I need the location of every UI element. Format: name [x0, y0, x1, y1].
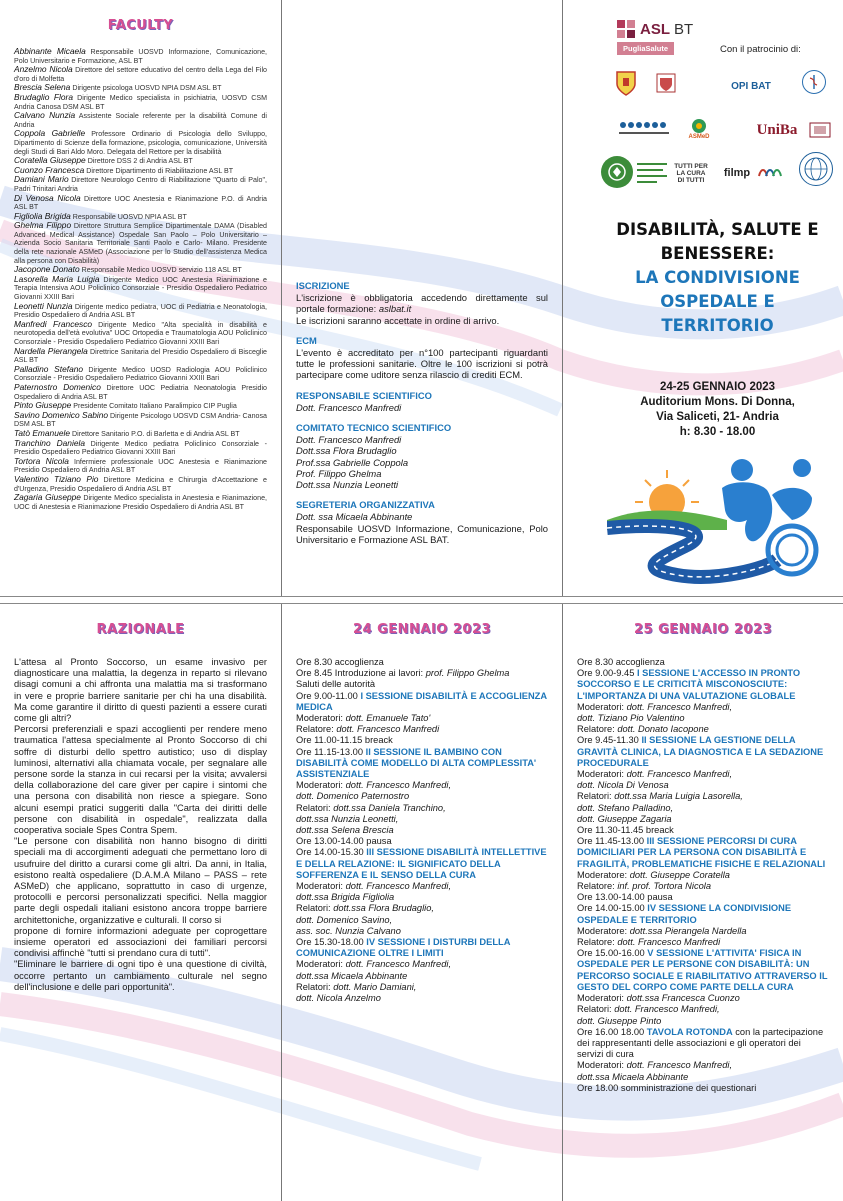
faculty-name: Tranchino Daniela — [14, 437, 85, 448]
comitato-name: Prof. Filippo Ghelma — [296, 467, 382, 479]
faculty-role: Responsabile UOSVD NPIA ASL BT — [72, 212, 187, 221]
program-text: Moderatore: — [577, 869, 630, 880]
asl-logo — [617, 20, 707, 56]
program-line — [296, 971, 548, 982]
iscrizione-link[interactable]: aslbat.it — [378, 303, 412, 315]
cover-column — [562, 0, 843, 596]
program-line — [296, 679, 548, 690]
program-text: Moderatori: — [296, 959, 346, 970]
faculty-entry — [14, 439, 267, 457]
person-name: dott. Giuseppe Pinto — [577, 1015, 662, 1026]
faculty-name: Valentino Tiziano Pio — [14, 473, 99, 484]
iscrizione-text: L'iscrizione è obbligatoria accedendo direttamente sul portale formazione: — [296, 292, 548, 315]
faculty-role: Direttore del settore educativo del centro della Lega del Filo d'oro di Molfetta — [14, 66, 267, 83]
person-name: dott.ssa Maria Luigia Lasorella, — [614, 791, 743, 802]
faculty-entry — [14, 457, 267, 475]
person-name: dott. Domenico Savino, — [296, 914, 393, 925]
razionale-paragraph: propone di fornire informazioni adeguate per coprogettare insieme operatori ed associazioni dei familiari percorsi condivisi affinchè "tutti si prendano cura di tutti". — [14, 925, 267, 959]
tutti-per-la-cura-logo: TUTTI PER LA CURA DI TUTTI — [674, 162, 708, 184]
program-text: Relatore: — [577, 881, 618, 892]
program-line — [577, 780, 829, 791]
day2-column — [562, 604, 843, 1201]
person-name: dott. Giuseppe Coratella — [629, 869, 730, 880]
asl-sub: PugliaSalute — [617, 42, 674, 55]
person-name: dott.ssa Micaela Abbinante — [577, 1071, 689, 1082]
person-name: dott. Francesco Manfredi — [617, 937, 721, 948]
program-text: Ore 9.45-11.30 — [577, 735, 642, 746]
faculty-role: Direttore Struttura Semplice Dipartimentale DAMA (Disabled Advanced Medical Assistance) Ospedale San Paolo – Polo Universitario – Azienda Socio Sanitaria Territoriale Santi Paolo e Carlo- Milano. Presidente della rete nazionale ASMeD (Associazione per lo Studio dell'assistenza Medica alla persona con Disabilità) — [14, 222, 267, 265]
faculty-entry — [14, 383, 267, 401]
program-line — [296, 926, 548, 937]
person-name: dott.ssa Nunzia Leonetti, — [296, 813, 399, 824]
faculty-name: Jacopone Donato — [14, 264, 80, 275]
faculty-role: Direttrice Sanitaria del Presidio Ospedaliero di Bisceglie ASL BT — [14, 347, 267, 365]
faculty-entry — [14, 475, 267, 493]
faculty-name: Anzelmo Nicola — [14, 64, 73, 75]
ecm-title: ECM — [296, 334, 317, 346]
faculty-name: Cuonzo Francesca — [14, 164, 85, 175]
person-name: dott. Francesco Manfredi, — [626, 701, 733, 712]
faculty-role: Assistente Sociale referente per la disabilità Comune di Andria — [14, 112, 267, 129]
person-name: dott.ssa Flora Brudaglio, — [333, 903, 434, 914]
program-line — [296, 915, 548, 926]
segreteria-text: Responsabile UOSVD Informazione, Comunicazione, Polo Universitario e Formazione ASL BAT. — [296, 522, 548, 545]
day2-heading: 25 GENNAIO 2023 — [633, 622, 773, 637]
comitato-name: Dott.ssa Nunzia Leonetti — [296, 479, 399, 491]
faculty-role: Responsabile UOSVD Informazione, Comunicazione, Polo Universitario e Formazione, ASL BT — [14, 48, 267, 65]
program-text: Ore 9.00-11.00 — [296, 690, 361, 701]
person-name: prof. Filippo Ghelma — [425, 668, 510, 679]
person-name: dott. Nicola Anzelmo — [296, 993, 381, 1004]
program-line — [296, 780, 548, 791]
program-text: Relatore: — [296, 724, 337, 735]
person-name: dott. Giuseppe Zagaria — [577, 813, 672, 824]
program-line — [577, 702, 829, 713]
faculty-role: Direttore Sanitario P.O. di Barletta e di Andria ASL BT — [72, 429, 240, 438]
program-line — [577, 791, 829, 802]
program-text: Moderatori: — [296, 881, 346, 892]
person-name: dott. Emanuele Tato' — [345, 713, 431, 724]
comitato-title: COMITATO TECNICO SCIENTIFICO — [296, 422, 452, 434]
info-column — [281, 0, 562, 596]
program-line — [296, 836, 548, 847]
faculty-entry — [14, 47, 267, 65]
program-line — [577, 1027, 829, 1061]
program-line — [577, 881, 829, 892]
session-title: I SESSIONE DISABILITÀ E ACCOGLIENZA MEDICA — [296, 690, 547, 712]
comitato-block — [296, 422, 548, 490]
program-line — [577, 870, 829, 881]
iscrizione-title: ISCRIZIONE — [296, 280, 350, 291]
person-name: ass. soc. Nunzia Calvano — [296, 925, 401, 936]
faculty-role: Dirigente medico pediatra, UOC di Pediatria e Neonatologia, Presidio Ospedaliero di Andria ASL BT — [14, 302, 267, 320]
session-title: IV SESSIONE I DISTURBI DELLA COMUNICAZIONE OLTRE I LIMITI — [296, 937, 511, 959]
person-name: dott. Domenico Paternostro — [296, 791, 410, 802]
program-line — [296, 724, 548, 735]
faculty-role: Dirigente psicologa UOSVD NPIA DSM ASL BT — [72, 84, 222, 93]
uniba-logo: UniBa — [756, 121, 798, 138]
faculty-role: Direttore DSS 2 di Andria ASL BT — [87, 157, 193, 166]
iscrizione-block — [296, 280, 548, 326]
program-text: Ore 8.30 accoglienza — [577, 657, 665, 667]
asl-name: ASL — [640, 20, 670, 38]
program-line — [577, 724, 829, 735]
program-text: Ore 16.00 18.00 — [577, 1026, 647, 1037]
iscrizione-text-2: Le iscrizioni saranno accettate in ordine di arrivo. — [296, 314, 500, 326]
session-title: I SESSIONE L'ACCESSO IN PRONTO SOCCORSO E LE CRITICITÀ MISCONOSCIUTE: L'IMPORTANZA DI UNA VALUTAZIONE GLOBALE — [577, 668, 801, 701]
faculty-name: Di Venosa Nicola — [14, 192, 81, 203]
day1-program — [296, 657, 548, 1004]
program-line — [296, 881, 548, 892]
session-title: V SESSIONE L'ATTIVITA' FISICA IN OSPEDALE PER LE PERSONE CON DISABILITÀ: UN PERCORSO SOCIALE E RIABILITATIVO ATTRAVERSO IL GESTO DEL CORPO COME PARTE DELLA CURA — [577, 948, 828, 992]
faculty-role: Dirigente Psicologo UOSVD CSM Andria- Canosa DSM ASL BT — [14, 411, 267, 429]
faculty-entry — [14, 175, 267, 193]
faculty-name: Ghelma Filippo — [14, 220, 72, 231]
day1-column — [281, 604, 562, 1201]
program-text: Relatori: — [296, 802, 334, 813]
program-text: Relatore: — [577, 937, 618, 948]
program-line — [577, 836, 829, 870]
faculty-name: Calvano Nunzia — [14, 110, 76, 121]
program-line — [296, 937, 548, 959]
program-line — [577, 825, 829, 836]
faculty-role: Direttore Dipartimento di Riabilitazione ASL BT — [86, 166, 234, 175]
faculty-name: Coratella Giuseppe — [14, 155, 86, 166]
faculty-entry — [14, 221, 267, 265]
program-line — [296, 713, 548, 724]
program-line — [296, 993, 548, 1004]
person-name: dott. Francesco Manfredi, — [614, 1004, 720, 1015]
program-text: Moderatori: — [296, 713, 346, 724]
program-line — [296, 892, 548, 903]
subtitle-line-3: TERRITORIO — [661, 316, 774, 335]
faculty-entry — [14, 411, 267, 429]
faculty-role: Presidente Comitato Italiano Paralimpico CIP Puglia — [73, 402, 237, 411]
university-crest-icon — [809, 122, 831, 138]
faculty-role: Direttore UOC Anestesia e Rianimazione P.O. di Andria ASL BT — [14, 194, 267, 212]
person-name: dott. Mario Damiani, — [333, 981, 417, 992]
person-name: dott.ssa Brigida Figliolia — [296, 892, 395, 903]
person-name: inf. prof. Tortora Nicola — [617, 881, 712, 892]
faculty-name: Tortora Nicola — [14, 455, 69, 466]
person-name: dott. Stefano Palladino, — [577, 802, 674, 813]
title-line-1: DISABILITÀ, SALUTE E — [616, 220, 819, 239]
razionale-text — [14, 657, 267, 993]
program-line — [296, 691, 548, 713]
program-line — [577, 993, 829, 1004]
razionale-heading: RAZIONALE — [96, 622, 185, 637]
program-line — [296, 747, 548, 781]
faculty-role: Infermiere professionale UOC Anestesia e Rianimazione Presidio Ospedaliero di Andria ASL BT — [14, 457, 267, 475]
faculty-entry — [14, 93, 267, 111]
program-text: Ore 8.45 Introduzione ai lavori: — [296, 668, 426, 679]
faculty-name: Coppola Gabrielle — [14, 128, 86, 139]
faculty-role: Dirigente Medico "Alta specialità in disabilità e neurotopedia dell'età evolutiva" UOC Ortopedia e Traumatologia AOU Policlinico Consorziale - Presidio Ospedaliero Pediatrico Giovanni XXIII Bari — [14, 320, 267, 346]
person-name: dott. Francesco Manfredi, — [626, 1060, 733, 1071]
program-text: Relatori: — [296, 903, 334, 914]
faculty-role: Dirigente Medico pediatra Policlinico Consorziale - Presidio Ospedaliero Pediatrico Giovanni XXIII Bari — [14, 439, 267, 457]
person-name: dott. Francesco Manfredi, — [345, 881, 452, 892]
program-line — [577, 1060, 829, 1071]
faculty-name: Manfredi Francesco — [14, 318, 93, 329]
program-text: Moderatore: — [577, 925, 630, 936]
responsabile-block — [296, 390, 548, 413]
comitato-name: Dott. Francesco Manfredi — [296, 434, 402, 446]
program-line — [577, 1083, 829, 1094]
faculty-role: Dirigente Medico UOC Anestesia Rianimazione e Terapia Intensiva AOU Policlinico Consorziale - Presidio Ospedaliero Pediatrico Giovanni XXIII Bari — [14, 275, 268, 302]
person-name: dott.ssa Pierangela Nardella — [629, 925, 747, 936]
razionale-paragraph: "Le persone con disabilità non hanno bisogno di diritti speciali ma di accorgimenti adeguati che permettano loro di usufruire del diritto a curarsi come gli altri. Da anni, in Italia, esistono realtà ospedaliere (D.A.M.A Milano – PASS – rete ASMeD) che applicano, soprattutto in caso di urgenze, protocolli e percorsi personalizzati specifici. Nella maggior parte degli ospedali italiani esistono ancora troppe barriere architettoniche, organizzative e culturali. Il corso si — [14, 836, 267, 925]
subtitle-line-1: LA CONDIVISIONE — [635, 268, 800, 287]
session-title: TAVOLA ROTONDA — [646, 1026, 733, 1037]
faculty-role: Responsabile Medico UOSVD servizio 118 ASL BT — [81, 266, 242, 275]
faculty-name: Palladino Stefano — [14, 363, 84, 374]
program-line — [577, 803, 829, 814]
program-line — [296, 791, 548, 802]
faculty-name: Savino Domenico Sabino — [14, 409, 109, 420]
event-details — [587, 380, 843, 440]
program-text: Relatori: — [577, 791, 615, 802]
program-text: Moderatori: — [577, 701, 627, 712]
program-text: Moderatori: — [296, 780, 346, 791]
program-line — [577, 668, 829, 702]
faculty-entry — [14, 65, 267, 83]
program-text: con la partecipazione dei rappresentanti delle associazioni e gli operatori dei servizi di cura — [577, 1026, 824, 1060]
asl-suffix: BT — [674, 20, 694, 38]
program-line — [577, 1072, 829, 1083]
program-line — [577, 657, 829, 668]
person-name: dott. Francesco Manfredi, — [626, 769, 733, 780]
program-line — [296, 959, 548, 970]
razionale-paragraph: "Eliminare le barriere di ogni tipo è una questione di civiltà, occorre pertanto un cambiamento culturale nel segno dell'inclusione e delle pari opportunità". — [14, 959, 267, 992]
program-text: Ore 13.00-14.00 pausa — [296, 836, 392, 847]
faculty-name: Zagaria Giuseppe — [14, 492, 81, 503]
faculty-name: Tatò Emanuele — [14, 427, 71, 438]
regione-crest-icon — [615, 70, 637, 96]
faculty-name: Paternostro Domenico — [14, 381, 101, 392]
responsabile-name: Dott. Francesco Manfredi — [296, 401, 402, 413]
program-line — [577, 1016, 829, 1027]
comitato-name: Dott.ssa Flora Brudaglio — [296, 445, 397, 457]
program-text: Ore 15.00-16.00 — [577, 948, 648, 959]
faculty-name: Brescia Selena — [14, 82, 71, 93]
program-line — [296, 657, 548, 668]
program-text: Ore 8.30 accoglienza — [296, 657, 384, 667]
program-line — [577, 948, 829, 993]
faculty-name: Leonetti Nunzia — [14, 300, 73, 311]
program-text: Ore 11.30-11.45 breack — [577, 825, 674, 836]
program-text: Ore 11.00-11.15 breack — [296, 735, 393, 746]
program-line — [577, 926, 829, 937]
responsabile-title: RESPONSABILE SCIENTIFICO — [296, 389, 432, 401]
faculty-role: Dirigente Medico specialista in psichiatria, UOSVD CSM Andria Canosa DSM ASL BT — [14, 93, 267, 111]
sheet-separator — [0, 596, 843, 604]
person-name: dott.ssa Francesca Cuonzo — [626, 993, 740, 1004]
faculty-list — [14, 47, 267, 511]
person-name: dott. Francesco Manfredi, — [345, 780, 452, 791]
person-name: dott. Nicola Di Venosa — [577, 780, 669, 791]
program-line — [577, 892, 829, 903]
faculty-entry — [14, 111, 267, 129]
program-line — [577, 735, 829, 769]
event-venue-1: Auditorium Mons. Di Donna, — [640, 396, 795, 408]
patrocinio-label: Con il patrocinio di: — [720, 44, 801, 55]
program-line — [296, 903, 548, 914]
razionale-column — [0, 604, 281, 1201]
program-line — [296, 814, 548, 825]
segreteria-name: Dott. ssa Micaela Abbinante — [296, 511, 413, 523]
program-text: Moderatori: — [577, 769, 627, 780]
faculty-entry — [14, 320, 267, 347]
faculty-role: Direttore UOC Pediatria Neonatologia Presidio Ospedaliero di Andria ASL BT — [14, 383, 268, 401]
faculty-name: Pinto Giuseppe — [14, 400, 72, 411]
association-text-logo — [637, 160, 671, 186]
segreteria-title: SEGRETERIA ORGANIZZATIVA — [296, 499, 435, 511]
program-text: Relatore: — [577, 724, 618, 735]
program-text: Ore 15.30-18.00 — [296, 937, 367, 948]
session-title: III SESSIONE DISABILITÀ INTELLETTIVE E DELLA RELAZIONE: IL SIGNIFICATO DELLA SOFFERENZA E IL SENSO DELLA CURA — [296, 847, 547, 880]
person-name: dott. Francesco Manfredi, — [345, 959, 452, 970]
faculty-heading: FACULTY — [107, 18, 174, 33]
program-line — [296, 982, 548, 993]
asmed-logo: ASMeD — [681, 114, 717, 144]
faculty-name: Lasorella Maria Luigia — [14, 273, 100, 284]
faculty-entry — [14, 275, 267, 302]
paralympic-icon — [755, 162, 785, 182]
program-text: Moderatori: — [577, 993, 627, 1004]
program-line — [577, 814, 829, 825]
faculty-entry — [14, 194, 267, 212]
cover-title — [587, 218, 843, 338]
globe-logo-icon — [799, 152, 833, 186]
faculty-name: Abbinante Micaela — [14, 46, 86, 56]
faculty-entry — [14, 365, 267, 383]
ecm-text: L'evento è accreditato per n°100 partecipanti riguardanti tutte le professioni sanitarie. Oltre le 100 iscrizioni si potrà partecipare come uditore senza rilascio di crediti ECM. — [296, 347, 548, 381]
program-text: Ore 18.00 somministrazione dei questionari — [577, 1082, 757, 1093]
person-name: dott.ssa Selena Brescia — [296, 825, 394, 836]
asl-mark-icon — [617, 20, 635, 38]
program-line — [577, 1004, 829, 1015]
session-title: IV SESSIONE LA CONDIVISIONE OSPEDALE E TERRITORIO — [577, 903, 792, 925]
program-line — [296, 847, 548, 881]
session-title: II SESSIONE IL BAMBINO CON DISABILITÀ COME MODELLO DI ALTA COMPLESSITA' ASSISTENZIALE — [296, 746, 537, 780]
program-text: Ore 14.00-15.30 — [296, 847, 367, 858]
program-text: Relatori: — [577, 1004, 615, 1015]
program-text: Moderatori: — [577, 1060, 627, 1071]
faculty-role: Direttore Medicina e Chirurgia d'Accettazione e d'Urgenza, Presidio Ospedaliero di Andria ASL BT — [14, 475, 267, 493]
day1-heading: 24 GENNAIO 2023 — [352, 622, 492, 637]
program-text: Relatori: — [296, 981, 334, 992]
person-name: dott.ssa Daniela Tranchino, — [333, 802, 446, 813]
faculty-name: Nardella Pierangela — [14, 345, 88, 356]
event-hours: h: 8.30 - 18.00 — [679, 426, 756, 438]
program-line — [577, 937, 829, 948]
program-line — [577, 769, 829, 780]
faculty-role: Direttore Neurologo Centro di Riabilitazione "Quarto di Palo", Padri Trinitari Andria — [14, 176, 267, 193]
faculty-role: Professore Ordinario di Psicologia dello Sviluppo, Dipartimento di Scienze della formazione, psicologia, comunicazione, Università degli Studi di Bari Aldo Moro. Delegata del Rettore per la disabilità — [14, 130, 267, 156]
program-text: Ore 11.45-13.00 — [577, 836, 647, 847]
comitato-name: Prof.ssa Gabrielle Coppola — [296, 456, 409, 468]
event-illustration — [607, 450, 827, 585]
program-line — [296, 735, 548, 746]
person-name: dott.ssa Micaela Abbinante — [296, 970, 408, 981]
opi-bat-logo: OPI BAT — [731, 80, 771, 92]
faculty-name: Figliolia Brigida — [14, 210, 71, 221]
program-line — [296, 803, 548, 814]
brochure-outside — [0, 0, 843, 596]
event-date: 24-25 GENNAIO 2023 — [659, 381, 776, 393]
segreteria-block — [296, 499, 548, 545]
program-text: Ore 9.00-9.45 — [577, 668, 637, 679]
faculty-entry — [14, 302, 267, 320]
faculty-name: Damiani Mario — [14, 174, 69, 185]
session-title: III SESSIONE PERCORSI DI CURA DOMICILIARI PER LA PERSONA CON DISABILITÀ E FRAGILITÀ, PROBLEMATICHE FISICHE E RELAZIONALI — [577, 836, 826, 869]
faculty-entry — [14, 493, 267, 511]
program-line — [577, 713, 829, 724]
program-line — [577, 903, 829, 925]
brochure-inside — [0, 604, 843, 1201]
lega-filo-oro-logo — [617, 118, 677, 138]
program-text: Saluti delle autorità — [296, 679, 376, 690]
faculty-name: Brudaglio Flora — [14, 91, 73, 102]
faculty-column — [0, 0, 281, 596]
comune-crest-icon — [655, 72, 677, 94]
session-title: II SESSIONE LA GESTIONE DELLA GRAVITÀ CLINICA, LA DIAGNOSTICA E LA SEDAZIONE PROCEDURALE — [577, 735, 824, 768]
faculty-entry — [14, 129, 267, 156]
razionale-paragraph: Percorsi preferenziali e spazi accoglienti per rendere meno traumatica l'attesa specialmente al Pronto Soccorso di chi soffre di disturbi dello spettro autistico; uso di display luminosi, alternativi alla chiamata vocale, per segnalare alle persone sorde la stanza in cui recarsi per la visita; avvalersi della collaborazione del care giver per capire i sintomi che una persona con disabilità non riesce a spiegare. Sono alcuni esempi pratici suggeriti dalla "Carta dei diritti delle persone con disabilità in ospedale", realizzata dalla cooperativa sociale Spes Contra Spem. — [14, 724, 267, 836]
filmp-logo: filmp — [723, 167, 751, 179]
razionale-paragraph: L'attesa al Pronto Soccorso, un esame invasivo per diagnosticare una malattia, la degenza in reparto si rilevano disagi comuni a chi affronta una malattia ma si trasformano in vere e proprie barriere sanitarie per chi ha una disabilità. Ma come garantire il diritto di questi pazienti a essere curati come gli altri? — [14, 657, 267, 724]
program-line — [296, 668, 548, 679]
program-text: Ore 13.00-14.00 pausa — [577, 892, 673, 903]
ecm-block — [296, 335, 548, 381]
faculty-role: Dirigente Medico UOSD Radiologia AOU Policlinico Consorziale - Presidio Ospedaliero Pediatrico Giovanni XXIII Bari — [14, 365, 267, 383]
program-text: Ore 14.00-15.00 — [577, 903, 648, 914]
subtitle-line-2: OSPEDALE E — [660, 292, 775, 311]
medical-caduceus-icon — [802, 70, 826, 94]
faculty-role: Dirigente Medico specialista in Anestesia e Rianimazione, UOC di Anestesia e Rianimazione Presidio Ospedaliero di Andria ASL BT — [14, 494, 267, 511]
title-line-2: BENESSERE: — [660, 244, 775, 263]
event-venue-2: Via Saliceti, 21- Andria — [656, 411, 779, 423]
person-name: dott. Donato Iacopone — [617, 724, 709, 735]
person-name: dott. Francesco Manfredi — [336, 724, 440, 735]
program-line — [296, 825, 548, 836]
person-name: dott. Tiziano Pio Valentino — [577, 713, 685, 724]
green-emblem-icon — [601, 156, 633, 188]
program-text: Ore 11.15-13.00 — [296, 746, 366, 757]
faculty-entry — [14, 347, 267, 365]
day2-program — [577, 657, 829, 1094]
